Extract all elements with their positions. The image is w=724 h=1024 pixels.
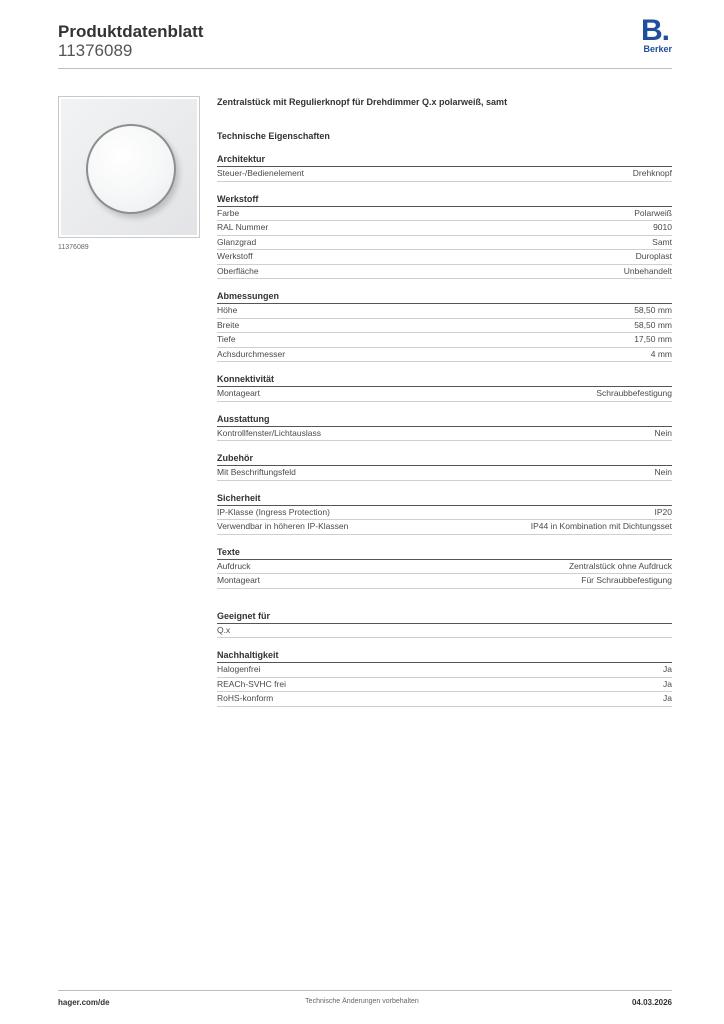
spec-row [217,207,672,222]
spec-value: IP44 in Kombination mit Dichtungsset [530,521,672,531]
spec-groups [217,154,672,707]
spec-label: Breite [217,319,240,330]
spec-row [217,466,672,481]
spec-row [217,265,672,280]
spec-value: Ja [663,678,672,689]
spec-group-title: Sicherheit [217,493,672,506]
spec-value: Ja [663,664,672,674]
spec-row [217,560,672,575]
spec-group [217,650,672,707]
spec-label: Oberfläche [217,265,259,276]
spec-value: Schraubbefestigung [596,388,672,398]
spec-group-title: Zubehör [217,453,672,466]
footer-date: 04.03.2026 [631,998,672,1007]
spec-group-title: Abmessungen [217,291,672,304]
spec-label: REACh-SVHC frei [217,678,286,689]
spec-row [217,678,672,693]
spec-row [217,221,672,236]
spec-group-title: Konnektivität [217,374,672,387]
spec-group [217,414,672,442]
rotary-knob-image [86,124,176,214]
logo-text: Berker [643,44,672,54]
logo-mark: B. [641,14,669,47]
spec-group [217,291,672,362]
spec-value: Samt [652,236,672,247]
spec-group [217,547,672,589]
berker-logo [638,16,672,54]
spec-value: Für Schraubbefestigung [581,575,672,585]
spec-label: Mit Beschriftungsfeld [217,467,296,477]
spec-label: Glanzgrad [217,236,257,247]
spec-value: Nein [654,427,672,438]
product-plate [61,99,197,235]
spec-value: 4 mm [650,348,672,359]
spec-row [217,427,672,442]
spec-value: Drehknopf [632,168,672,178]
spec-row [217,250,672,265]
spec-value: Ja [663,693,672,703]
spec-group-title: Architektur [217,154,672,167]
spec-label: Tiefe [217,334,236,344]
spec-row [217,167,672,182]
spec-label: Farbe [217,207,240,218]
spec-row [217,348,672,363]
spec-row [217,236,672,251]
spec-row [217,387,672,402]
footer-disclaimer: Technische Änderungen vorbehalten [305,998,419,1005]
spec-row [217,692,672,707]
spec-row [217,574,672,589]
spec-row [217,319,672,334]
document-number: 11376089 [58,41,133,60]
spec-value: Zentralstück ohne Aufdruck [568,560,672,571]
spec-group [217,493,672,535]
spec-content [217,96,672,707]
spec-group-title: Werkstoff [217,194,672,207]
spec-label: Montageart [217,575,260,585]
spec-value: Nein [654,467,672,477]
spec-label: Montageart [217,388,260,398]
spec-group-title: Texte [217,547,672,560]
spec-group-title: Ausstattung [217,414,672,427]
spec-value: IP20 [654,506,672,517]
spec-value: Duroplast [635,251,672,261]
spec-value: 58,50 mm [634,319,672,330]
spec-group-title: Nachhaltigkeit [217,650,672,663]
spec-label: Aufdruck [217,560,251,571]
product-name: Zentralstück mit Regulierknopf für Drehdimmer Q.x polarweiß, samt [217,97,508,107]
spec-row [217,506,672,521]
document-title: Produktdatenblatt [58,22,204,41]
section-title: Technische Eigenschaften [217,131,330,141]
spec-label: Verwendbar in höheren IP-Klassen [217,521,349,531]
spec-group [217,611,672,639]
spec-group [217,453,672,481]
spec-group [217,194,672,280]
spec-label: RoHS-konform [217,693,274,703]
spec-group-title: Geeignet für [217,611,672,624]
spec-group [217,374,672,402]
spec-label: Halogenfrei [217,664,261,674]
spec-value: 17,50 mm [634,334,672,344]
spec-label: RAL Nummer [217,222,269,232]
product-image [58,96,200,238]
spec-row [217,304,672,319]
spec-group [217,154,672,182]
spec-row [217,333,672,348]
footer-website: hager.com/de [58,998,110,1007]
spec-label: Q.x [217,624,231,635]
footer-divider [58,990,672,991]
spec-label: Höhe [217,305,238,315]
spec-value: Unbehandelt [623,265,672,276]
spec-row [217,520,672,535]
spec-value: 58,50 mm [634,305,672,315]
spec-label: Steuer-/Bedienelement [217,168,304,178]
page-header [58,14,672,70]
spec-label: Kontrollfenster/Lichtauslass [217,427,321,438]
spec-value: Polarweiß [634,207,672,218]
spec-value: 9010 [653,222,672,232]
header-divider [58,68,672,69]
spec-label: IP-Klasse (Ingress Protection) [217,506,330,517]
image-caption: 11376089 [58,244,89,251]
spec-row [217,663,672,678]
spec-row [217,624,672,639]
spec-label: Achsdurchmesser [217,348,286,359]
spec-label: Werkstoff [217,251,253,261]
